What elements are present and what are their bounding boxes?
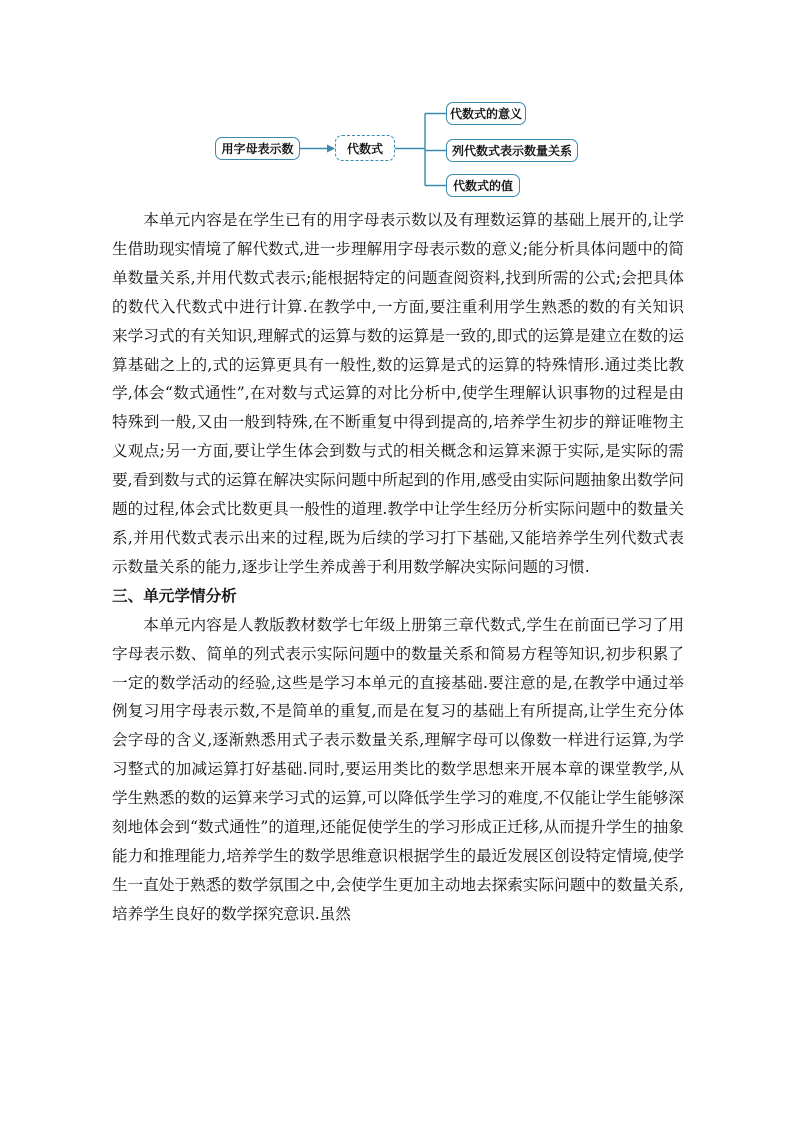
document-body [112,206,684,929]
paragraph-learning-analysis: 本单元内容是人教版教材数学七年级上册第三章代数式,学生在前面已学习了用字母表示数、简单的列式表示实际问题中的数量关系和简易方程等知识,初步积累了一定的数学活动的经验,这些是学习本单元的直接基础.要注意的是,在教学中通过举例复习用字母表示数,不是简单的重复,而是在复习的基础上有所提高,让学生充分体会字母的含义,逐渐熟悉用式子表示数量关系,理解字母可以像数一样进行运算,为学习整式的加减运算打好基础.同时,要运用类比的数学思想来开展本章的课堂教学,从学生熟悉的数的运算来学习式的运算,可以降低学生学习的难度,不仅能让学生能够深刻地体会到“数式通性”的道理,还能促使学生的学习形成正迁移,从而提升学生的抽象能力和推理能力,培养学生的数学思维意识根据学生的最近发展区创设特定情境,使学生一直处于熟悉的数学氛围之中,会使学生更加主动地去探索实际问题中的数量关系,培养学生良好的数学探究意识.虽然 [112,615,684,923]
concept-diagram [0,0,794,210]
node-express-quantity-relations: 列代数式表示数量关系 [446,139,578,162]
node-value-of-expression: 代数式的值 [446,174,520,197]
node-algebraic-expression: 代数式 [335,135,395,161]
node-letters-represent-numbers: 用字母表示数 [215,137,300,160]
diagram-connectors [0,0,794,210]
section-heading: 三、单元学情分析 [112,586,237,605]
paragraph-unit-content: 本单元内容是在学生已有的用字母表示数以及有理数运算的基础上展开的,让学生借助现实情境了解代数式,进一步理解用字母表示数的意义;能分析具体问题中的简单数量关系,并用代数式表示;能根据特定的问题查阅资料,找到所需的公式;会把具体的数代入代数式中进行计算.在教学中,一方面,要注重利用学生熟悉的数的有关知识来学习式的有关知识,理解式的运算与数的运算是一致的,即式的运算是建立在数的运算基础之上的,式的运算更具有一般性,数的运算是式的运算的特殊情形.通过类比教学,体会“数式通性”,在对数与式运算的对比分析中,使学生理解认识事物的过程是由特殊到一般,又由一般到特殊,在不断重复中得到提高的,培养学生初步的辩证唯物主义观点;另一方面,要让学生体会到数与式的相关概念和运算来源于实际,是实际的需要,看到数与式的运算在解决实际问题中所起到的作用,感受由实际问题抽象出数学问题的过程,体会式比数更具一般性的道理.教学中让学生经历分析实际问题中的数量关系,并用代数式表示出来的过程,既为后续的学习打下基础,又能培养学生列代数式表示数量关系的能力,逐步让学生养成善于利用数学解决实际问题的习惯. [112,211,684,576]
node-meaning-of-expression: 代数式的意义 [446,102,526,125]
